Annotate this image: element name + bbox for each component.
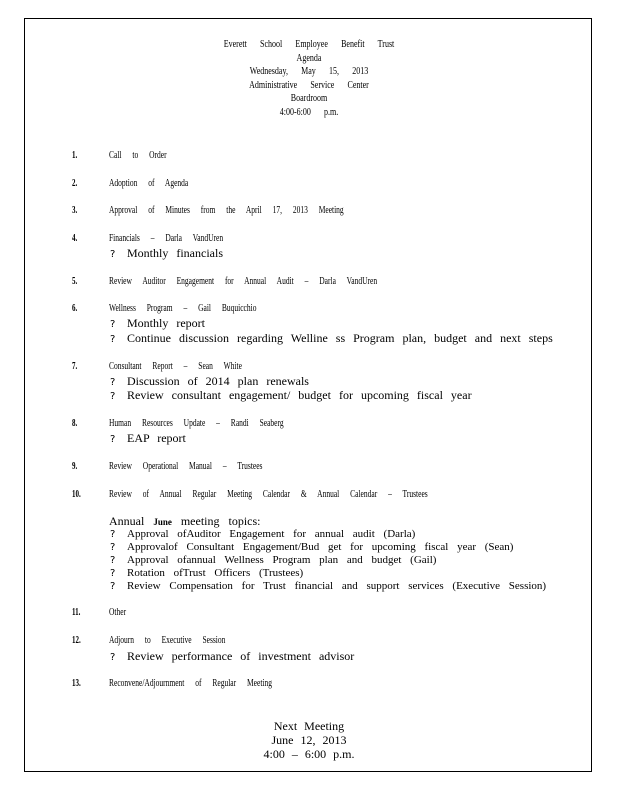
item-text: Reconvene/Adjournment of Regular Meeting xyxy=(109,678,273,689)
bullet-icon: ? xyxy=(110,529,116,540)
next-meeting xyxy=(0,719,618,761)
item-number: 10. xyxy=(72,489,81,500)
item-bullet: ? Continue discussion regarding Welline ss Program plan, budget and next steps xyxy=(110,331,553,345)
bullet-icon: ? xyxy=(110,334,116,345)
item-number: 4. xyxy=(72,233,78,244)
item-number: 6. xyxy=(72,303,78,314)
bullet-icon: ? xyxy=(110,652,116,663)
item-text: Consultant Report – Sean White xyxy=(109,361,242,372)
annual-topic: ? Approvalof Consultant Engagement/Bud get for upcoming fiscal year (Sean) xyxy=(110,541,514,553)
item-number: 2. xyxy=(72,178,78,189)
item-text: Review of Annual Regular Meeting Calendar & Annual Calendar – Trustees xyxy=(109,489,428,500)
item-bullet: ? EAP report xyxy=(110,431,186,445)
item-bullet: ? Review consultant engagement/ budget for upcoming fiscal year xyxy=(110,388,472,402)
item-text: Adjourn to Executive Session xyxy=(109,635,226,646)
item-number: 3. xyxy=(72,205,78,216)
item-text: Adoption of Agenda xyxy=(109,178,189,189)
item-number: 5. xyxy=(72,276,78,287)
header-line-trust-name: Everett School Employee Benefit Trust xyxy=(223,39,395,50)
item-number: 9. xyxy=(72,461,78,472)
header-line-location: Administrative Service Center xyxy=(249,79,369,91)
bullet-icon: ? xyxy=(110,391,116,402)
item-text: Call to Order xyxy=(109,150,167,161)
item-number: 12. xyxy=(72,635,81,646)
item-text: Review Operational Manual – Trustees xyxy=(109,461,263,472)
header-line-time: 4:00-6:00 p.m. xyxy=(279,106,339,118)
bullet-icon: ? xyxy=(110,555,116,566)
bullet-icon: ? xyxy=(110,319,116,330)
item-number: 11. xyxy=(72,607,81,618)
bullet-icon: ? xyxy=(110,377,116,388)
bullet-icon: ? xyxy=(110,434,116,445)
annual-topic: ? Review Compensation for Trust financial and support services (Executive Session) xyxy=(110,580,547,592)
bullet-icon: ? xyxy=(110,581,116,592)
item-number: 8. xyxy=(72,418,78,429)
annual-topics-heading: Annual June meeting topics: xyxy=(109,514,261,528)
header-line-room: Boardroom xyxy=(290,93,328,104)
item-text: Wellness Program – Gail Buquicchio xyxy=(109,303,257,314)
annual-topic: ? Approval ofAuditor Engagement for annual audit (Darla) xyxy=(110,528,416,540)
bullet-icon: ? xyxy=(110,249,116,260)
header-line-agenda: Agenda xyxy=(296,52,322,64)
agenda-header xyxy=(0,38,618,119)
item-number: 7. xyxy=(72,361,78,372)
item-number: 1. xyxy=(72,150,78,161)
header-line-date: Wednesday, May 15, 2013 xyxy=(249,66,369,77)
item-bullet: ? Review performance of investment advisor xyxy=(110,649,355,663)
item-number: 13. xyxy=(72,678,81,689)
item-bullet: ? Monthly financials xyxy=(110,246,223,260)
next-meeting-time: 4:00 – 6:00 p.m. xyxy=(263,747,355,761)
item-text: Financials – Darla VandUren xyxy=(109,233,224,244)
item-text: Human Resources Update – Randi Seaberg xyxy=(109,418,284,429)
next-meeting-date: June 12, 2013 xyxy=(271,733,347,747)
item-bullet: ? Discussion of 2014 plan renewals xyxy=(110,374,309,388)
annual-topic: ? Approval ofannual Wellness Program plan and budget (Gail) xyxy=(110,554,437,566)
item-bullet: ? Monthly report xyxy=(110,316,205,330)
next-meeting-label: Next Meeting xyxy=(273,719,345,733)
item-text: Approval of Minutes from the April 17, 2013 Meeting xyxy=(109,205,344,216)
bullet-icon: ? xyxy=(110,568,116,579)
item-text: Other xyxy=(109,607,127,618)
annual-topic: ? Rotation ofTrust Officers (Trustees) xyxy=(110,567,304,579)
item-text: Review Auditor Engagement for Annual Audit – Darla VandUren xyxy=(109,276,378,287)
bullet-icon: ? xyxy=(110,542,116,553)
